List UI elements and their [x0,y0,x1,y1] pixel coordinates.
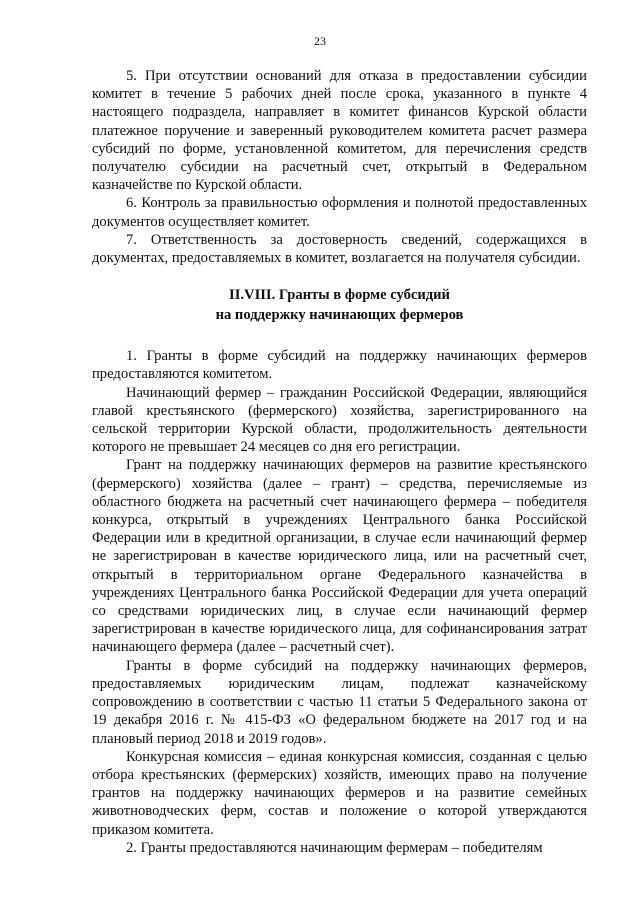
paragraph-grants-provided: 1. Гранты в форме субсидий на поддержку начинающих фермеров предоставляются комитетом. [92,348,587,383]
section-title-line-2: на поддержку начинающих фермеров [215,307,464,324]
paragraph-competition-commission: Конкурсная комиссия – единая конкурсная комиссия, созданная с целью отбора крестьянских (фермерских) хозяйств, имеющих право на получение грантов на поддержку начинающих фермеров и на развитие семейных животноводческих ферм, состав и положение о которой утверждаются приказом комитета. [92,748,587,838]
document-body [92,67,587,857]
paragraph-grant-definition: Грант на поддержку начинающих фермеров на развитие крестьянского (фермерского) хозяйства (далее – грант) – средства, перечисляемые из областного бюджета на расчетный счет начинающего фермера – победителя конкурса, открытый в учреждениях Центрального банка Российской Федерации или в кредитной организации, в случае если начинающий фермер не зарегистрирован в качестве юридического лица, или на расчетный счет, открытый в территориальном органе Федерального казначейства в учреждениях Центрального банка Российской Федерации для учета операций со средствами юридических лиц, в случае если начинающий фермер зарегистрирован в качестве юридического лица, для софинансирования затрат начинающего фермера (далее – расчетный счет). [92,457,587,656]
paragraph-treasury-support: Гранты в форме субсидий на поддержку начинающих фермеров, предоставляемых юридическим лицам, подлежат казначейскому сопровождению в соответствии с частью 11 статьи 5 Федерального закона от 19 декабря 2016 г. № 415-ФЗ «О федеральном бюджете на 2017 год и на плановый период 2018 и 2019 годов». [92,657,587,747]
paragraph-item-5: 5. При отсутствии оснований для отказа в предоставлении субсидии комитет в течение 5 рабочих дней после срока, указанного в пункте 4 настоящего подраздела, направляет в комитет финансов Курской области платежное поручение и заверенный руководителем комитета расчет размера субсидий по форме, установленной комитетом, для перечисления средств получателю субсидии на расчетный счет, открытый в Федеральном казначействе по Курской области. [92,68,587,194]
paragraph-item-7: 7. Ответственность за достоверность сведений, содержащихся в документах, предоставляемых в комитет, возлагается на получателя субсидии. [92,231,587,267]
section-title-line-1: II.VIII. Гранты в форме субсидий [229,287,450,304]
paragraph-beginning-farmer-definition: Начинающий фермер – гражданин Российской Федерации, являющийся главой крестьянского (фермерского) хозяйства, зарегистрированного на сельской территории Курской области, продолжительность деятельности которого не превышает 24 месяцев со дня его регистрации. [92,384,587,456]
paragraph-grants-to-winners: 2. Гранты предоставляются начинающим фермерам – победителям [126,839,543,856]
section-heading [92,285,587,325]
page-number: 23 [314,34,326,48]
paragraph-item-6: 6. Контроль за правильностью оформления и полнотой предоставленных документов осуществляет комитет. [92,195,587,230]
